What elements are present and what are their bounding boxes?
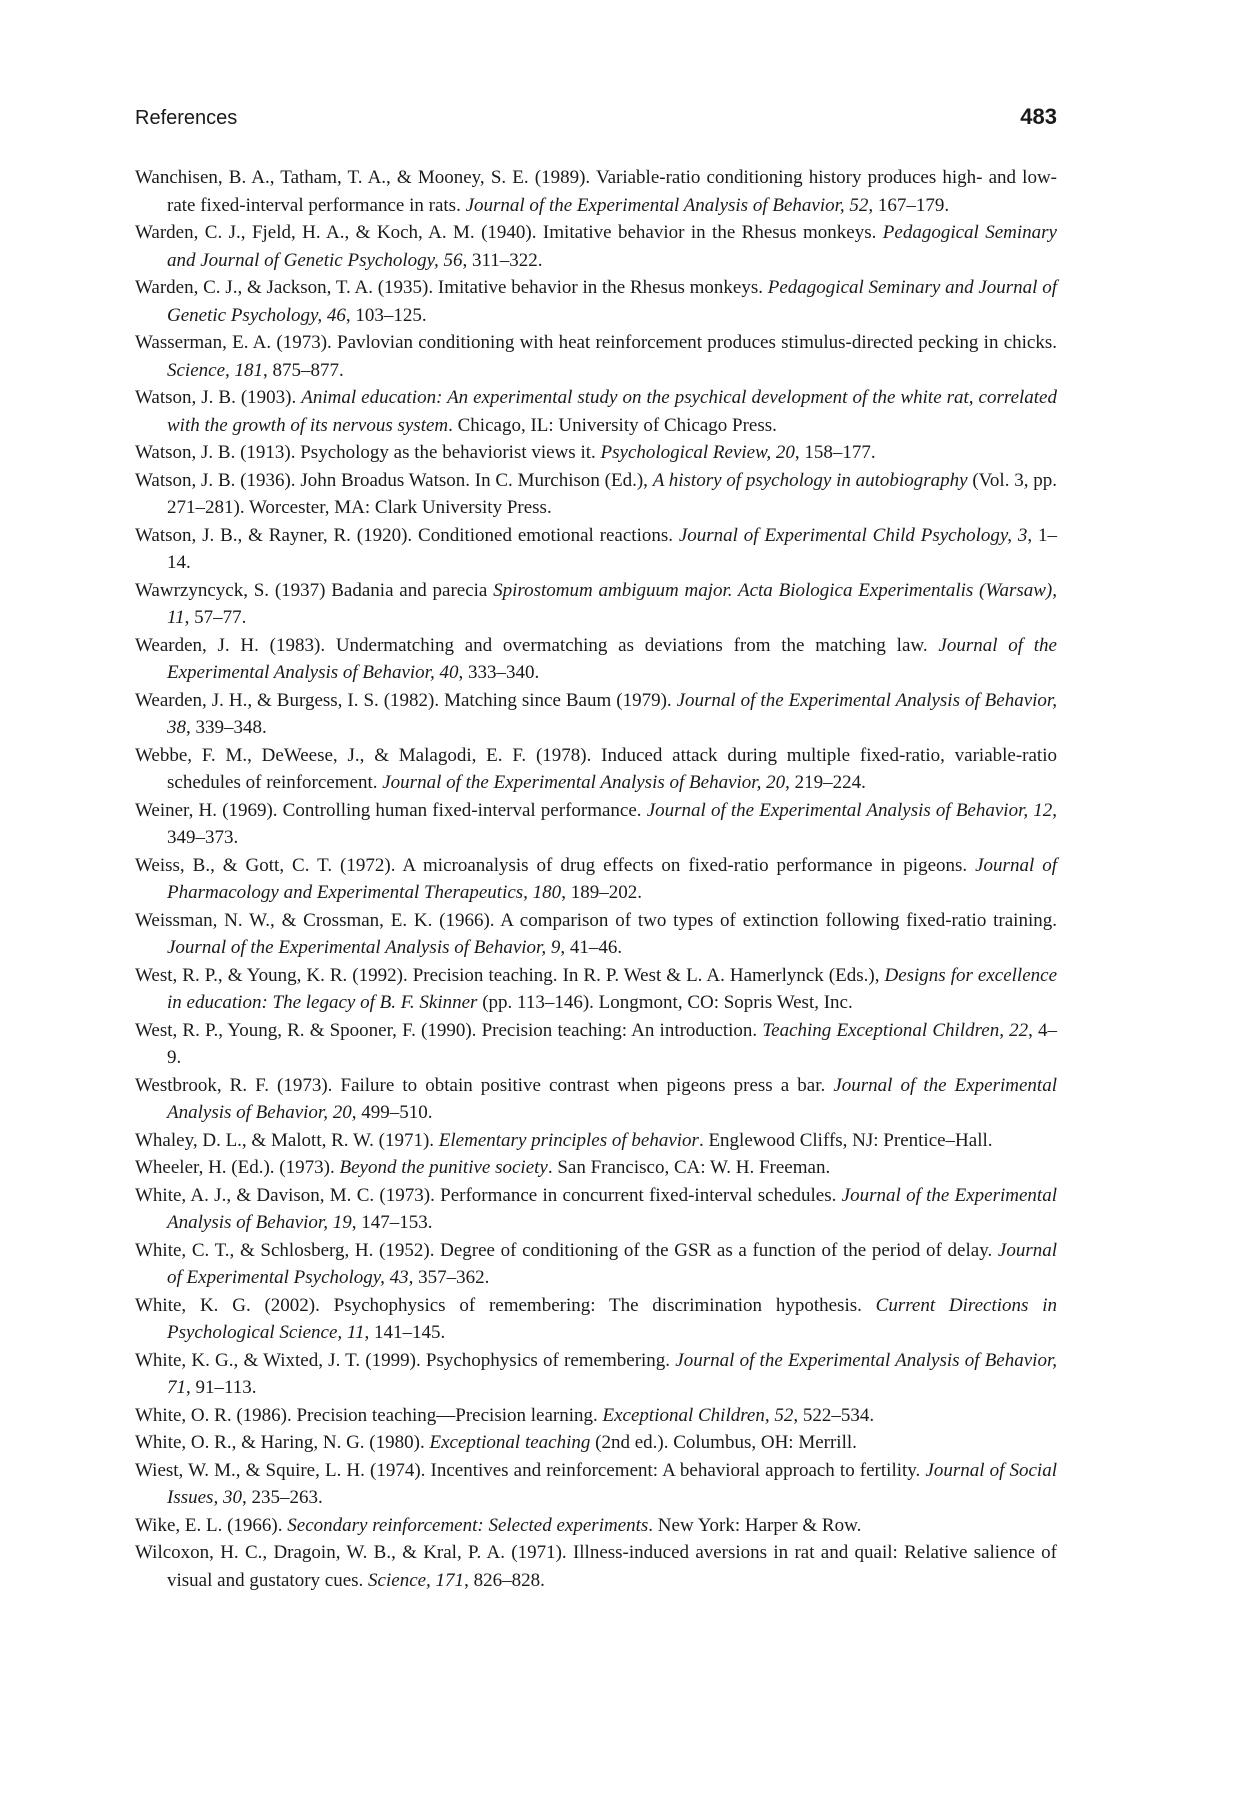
reference-entry: White, C. T., & Schlosberg, H. (1952). Degree of conditioning of the GSR as a function of the period of delay. Journal of Experimental Psychology, 43, 357–362. <box>135 1239 1057 1288</box>
reference-entry: Watson, J. B. (1936). John Broadus Watson. In C. Murchison (Ed.), A history of psychology in autobiography (Vol. 3, pp. 271–281). Worcester, MA: Clark University Press. <box>135 469 1057 518</box>
page-header <box>135 104 1057 130</box>
reference-entry: Watson, J. B. (1913). Psychology as the behaviorist views it. Psychological Review, 20, 158–177. <box>135 442 876 463</box>
reference-entry: Watson, J. B., & Rayner, R. (1920). Conditioned emotional reactions. Journal of Experimental Child Psychology, 3, 1–14. <box>135 524 1057 573</box>
reference-entry: Weiss, B., & Gott, C. T. (1972). A microanalysis of drug effects on fixed-ratio performance in pigeons. Journal of Pharmacology and Experimental Therapeutics, 180, 189–202. <box>135 854 1057 903</box>
reference-list <box>135 164 1057 1594</box>
reference-entry: Wheeler, H. (Ed.). (1973). Beyond the punitive society. San Francisco, CA: W. H. Freeman. <box>135 1157 831 1178</box>
reference-entry: White, K. G., & Wixted, J. T. (1999). Psychophysics of remembering. Journal of the Experimental Analysis of Behavior, 71, 91–113. <box>135 1349 1057 1398</box>
page-number: 483 <box>1020 104 1057 129</box>
reference-entry: White, A. J., & Davison, M. C. (1973). Performance in concurrent fixed-interval schedules. Journal of the Experimental Analysis of Behavior, 19, 147–153. <box>135 1184 1057 1233</box>
reference-entry: Wasserman, E. A. (1973). Pavlovian conditioning with heat reinforcement produces stimulus-directed pecking in chicks. Science, 181, 875–877. <box>135 332 1057 381</box>
reference-entry: Wilcoxon, H. C., Dragoin, W. B., & Kral, P. A. (1971). Illness-induced aversions in rat and quail: Relative salience of visual and gustatory cues. Science, 171, 826–828. <box>135 1542 1057 1591</box>
reference-entry: Warden, C. J., & Jackson, T. A. (1935). Imitative behavior in the Rhesus monkeys. Pedagogical Seminary and Journal of Genetic Psychology, 46, 103–125. <box>135 277 1057 326</box>
reference-entry: Webbe, F. M., DeWeese, J., & Malagodi, E. F. (1978). Induced attack during multiple fixed-ratio, variable-ratio schedules of reinforcement. Journal of the Experimental Analysis of Behavior, 20, 219–224. <box>135 744 1057 793</box>
reference-entry: Wike, E. L. (1966). Secondary reinforcement: Selected experiments. New York: Harper & Row. <box>135 1514 862 1536</box>
reference-entry: Wanchisen, B. A., Tatham, T. A., & Mooney, S. E. (1989). Variable-ratio conditioning history produces high- and low-rate fixed-interval performance in rats. Journal of the Experimental Analysis of Behavior, 52, 167–179. <box>135 167 1057 216</box>
reference-entry: Warden, C. J., Fjeld, H. A., & Koch, A. M. (1940). Imitative behavior in the Rhesus monkeys. Pedagogical Seminary and Journal of Genetic Psychology, 56, 311–322. <box>135 222 1057 271</box>
reference-entry: Weissman, N. W., & Crossman, E. K. (1966). A comparison of two types of extinction following fixed-ratio training. Journal of the Experimental Analysis of Behavior, 9, 41–46. <box>135 909 1057 958</box>
reference-entry: Wawrzyncyck, S. (1937) Badania and parecia Spirostomum ambiguum major. Acta Biologica Experimentalis (Warsaw), 11, 57–77. <box>135 579 1058 628</box>
reference-entry: White, K. G. (2002). Psychophysics of remembering: The discrimination hypothesis. Current Directions in Psychological Science, 11, 141–145. <box>135 1294 1057 1343</box>
reference-entry: Watson, J. B. (1903). Animal education: An experimental study on the psychical development of the white rat, correlated with the growth of its nervous system. Chicago, IL: University of Chicago Press. <box>135 387 1057 436</box>
reference-entry: White, O. R., & Haring, N. G. (1980). Exceptional teaching (2nd ed.). Columbus, OH: Merrill. <box>135 1432 857 1453</box>
reference-entry: Westbrook, R. F. (1973). Failure to obtain positive contrast when pigeons press a bar. Journal of the Experimental Analysis of Behavior, 20, 499–510. <box>135 1074 1057 1123</box>
reference-entry: Wearden, J. H., & Burgess, I. S. (1982). Matching since Baum (1979). Journal of the Experimental Analysis of Behavior, 38, 339–348. <box>135 689 1057 738</box>
running-head: References <box>135 107 238 129</box>
reference-entry: West, R. P., Young, R. & Spooner, F. (1990). Precision teaching: An introduction. Teaching Exceptional Children, 22, 4–9. <box>135 1019 1057 1068</box>
reference-entry: Weiner, H. (1969). Controlling human fixed-interval performance. Journal of the Experimental Analysis of Behavior, 12, 349–373. <box>135 799 1057 848</box>
reference-entry: Wearden, J. H. (1983). Undermatching and overmatching as deviations from the matching law. Journal of the Experimental Analysis of Behavior, 40, 333–340. <box>135 634 1057 683</box>
reference-entry: Wiest, W. M., & Squire, L. H. (1974). Incentives and reinforcement: A behavioral approach to fertility. Journal of Social Issues, 30, 235–263. <box>135 1459 1057 1508</box>
reference-entry: West, R. P., & Young, K. R. (1992). Precision teaching. In R. P. West & L. A. Hamerlynck (Eds.), Designs for excellence in education: The legacy of B. F. Skinner (pp. 113–146). Longmont, CO: Sopris West, Inc. <box>135 964 1058 1013</box>
reference-entry: White, O. R. (1986). Precision teaching—Precision learning. Exceptional Children, 52, 522–534. <box>135 1404 875 1426</box>
reference-entry: Whaley, D. L., & Malott, R. W. (1971). Elementary principles of behavior. Englewood Cliffs, NJ: Prentice–Hall. <box>135 1129 993 1151</box>
